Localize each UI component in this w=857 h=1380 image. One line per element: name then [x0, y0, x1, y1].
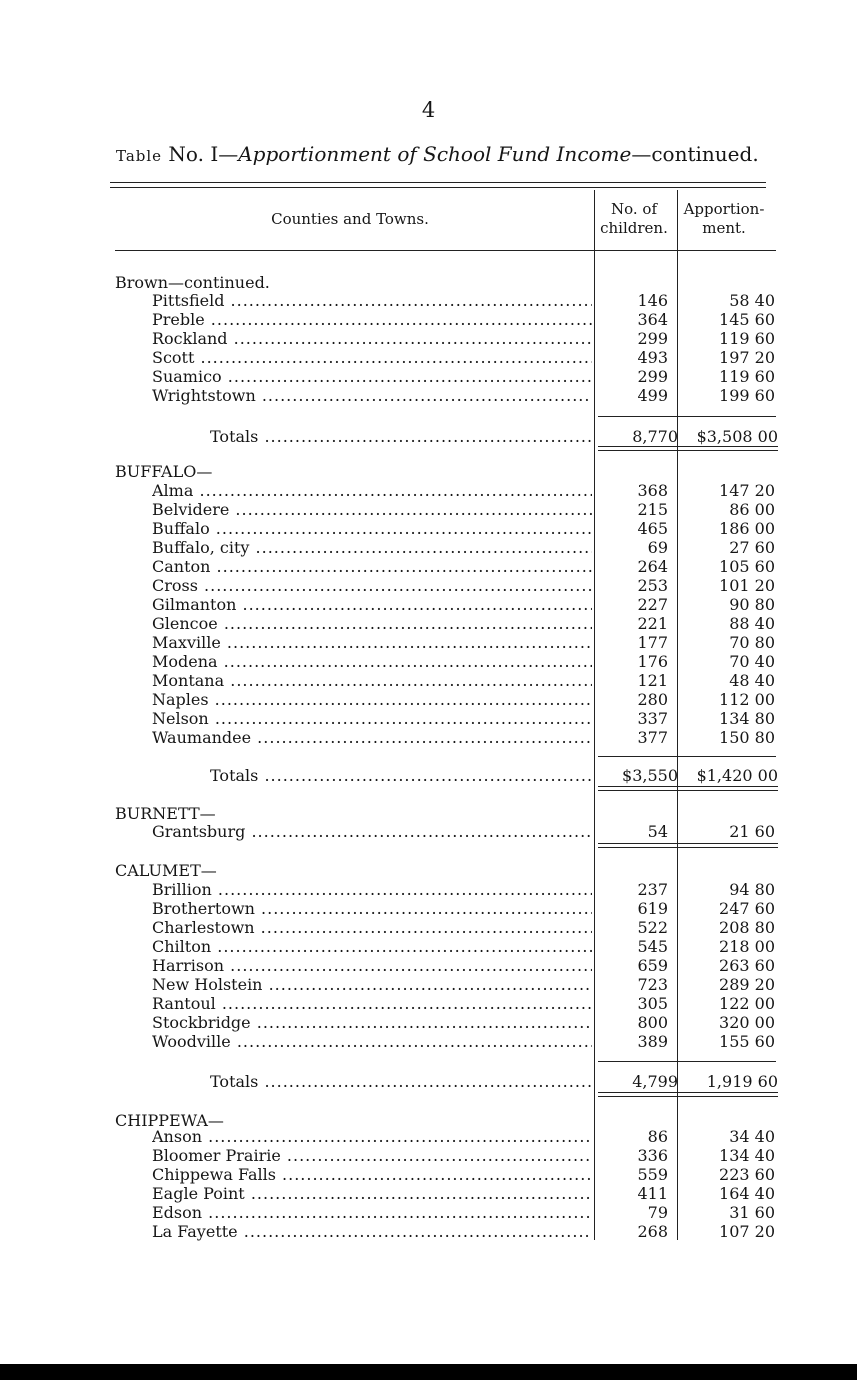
header-children-line1: No. of [610, 200, 657, 218]
subtotal-rule [598, 756, 776, 757]
rule-line [110, 187, 766, 188]
table-row [0, 1222, 857, 1241]
town-name: Alma ..... [152, 481, 592, 500]
children-count: 280 [637, 690, 668, 709]
children-count: 86 [647, 1127, 668, 1146]
table-row [0, 709, 857, 728]
county-heading: CHIPPEWA— [115, 1111, 224, 1130]
section-double-rule-top [598, 786, 778, 787]
children-count: 253 [637, 576, 668, 595]
apportionment-amount: 320 00 [719, 1013, 775, 1032]
apportionment-amount: 155 60 [719, 1032, 775, 1051]
children-count: 559 [637, 1165, 668, 1184]
header-no-of-children [594, 200, 674, 238]
rule-line [110, 182, 766, 183]
table-row [0, 1184, 857, 1203]
children-count: 377 [637, 728, 668, 747]
table-row [0, 937, 857, 956]
table-row [0, 690, 857, 709]
table-row [0, 348, 857, 367]
apportionment-amount: 27 60 [729, 538, 775, 557]
table-title-suffix: —continued. [631, 142, 759, 166]
children-count: 499 [637, 386, 668, 405]
totals-row [0, 427, 857, 446]
town-name: Brillion ..... [152, 880, 592, 899]
town-name: La Fayette ..... [152, 1222, 592, 1241]
subtotal-rule [598, 1061, 776, 1062]
totals-children: 8,770 [632, 427, 678, 446]
children-count: 121 [637, 671, 668, 690]
table-row [0, 519, 857, 538]
children-count: 619 [637, 899, 668, 918]
apportionment-amount: 119 60 [719, 329, 775, 348]
table-row [0, 652, 857, 671]
table-row [0, 1203, 857, 1222]
table-title-prefix: Table [116, 147, 163, 165]
town-name: Harrison ..... [152, 956, 592, 975]
table-row [0, 1146, 857, 1165]
subtotal-rule [598, 416, 776, 417]
children-count: 493 [637, 348, 668, 367]
children-count: 54 [647, 822, 668, 841]
apportionment-amount: 90 80 [729, 595, 775, 614]
town-name: New Holstein ..... [152, 975, 592, 994]
table-row [0, 633, 857, 652]
children-count: 237 [637, 880, 668, 899]
children-count: 79 [647, 1203, 668, 1222]
table-title-italic: Apportionment of School Fund Income [238, 142, 632, 166]
totals-row [0, 1072, 857, 1091]
totals-children: $3,550 [622, 766, 678, 785]
town-name: Buffalo, city ..... [152, 538, 592, 557]
apportionment-amount: 164 40 [719, 1184, 775, 1203]
section-double-rule-bottom [598, 450, 778, 451]
town-name: Stockbridge ..... [152, 1013, 592, 1032]
table-row [0, 1127, 857, 1146]
apportionment-amount: 223 60 [719, 1165, 775, 1184]
header-apportionment-line2: ment. [702, 219, 746, 237]
apportionment-amount: 289 20 [719, 975, 775, 994]
header-apportionment [678, 200, 770, 238]
children-count: 299 [637, 367, 668, 386]
children-count: 221 [637, 614, 668, 633]
table-row [0, 557, 857, 576]
apportionment-amount: 34 40 [729, 1127, 775, 1146]
apportionment-amount: 112 00 [719, 690, 775, 709]
town-name: Buffalo ..... [152, 519, 592, 538]
totals-apportionment: $3,508 00 [696, 427, 778, 446]
totals-label: Totals ..... [210, 1072, 592, 1091]
county-heading: BURNETT— [115, 804, 216, 823]
totals-row [0, 766, 857, 785]
town-name: Modena ..... [152, 652, 592, 671]
apportionment-amount: 197 20 [719, 348, 775, 367]
apportionment-amount: 58 40 [729, 291, 775, 310]
children-count: 389 [637, 1032, 668, 1051]
children-count: 264 [637, 557, 668, 576]
table-row [0, 481, 857, 500]
table-row [0, 975, 857, 994]
town-name: Preble ..... [152, 310, 592, 329]
apportionment-amount: 263 60 [719, 956, 775, 975]
town-name: Naples ..... [152, 690, 592, 709]
apportionment-amount: 122 00 [719, 994, 775, 1013]
town-name: Gilmanton ..... [152, 595, 592, 614]
children-count: 723 [637, 975, 668, 994]
children-count: 800 [637, 1013, 668, 1032]
children-count: 305 [637, 994, 668, 1013]
apportionment-amount: 105 60 [719, 557, 775, 576]
table-row [0, 367, 857, 386]
children-count: 336 [637, 1146, 668, 1165]
apportionment-amount: 186 00 [719, 519, 775, 538]
town-name: Woodville ..... [152, 1032, 592, 1051]
town-name: Rantoul ..... [152, 994, 592, 1013]
children-count: 368 [637, 481, 668, 500]
apportionment-amount: 94 80 [729, 880, 775, 899]
table-row [0, 538, 857, 557]
children-count: 146 [637, 291, 668, 310]
apportionment-amount: 70 80 [729, 633, 775, 652]
children-count: 176 [637, 652, 668, 671]
town-name: Chippewa Falls ..... [152, 1165, 592, 1184]
children-count: 545 [637, 937, 668, 956]
town-name: Suamico ..... [152, 367, 592, 386]
table-row [0, 728, 857, 747]
apportionment-amount: 147 20 [719, 481, 775, 500]
table-row [0, 576, 857, 595]
children-count: 465 [637, 519, 668, 538]
town-name: Rockland ..... [152, 329, 592, 348]
header-counties-and-towns: Counties and Towns. [271, 210, 429, 228]
table-row [0, 918, 857, 937]
town-name: Grantsburg ..... [152, 822, 592, 841]
table-row [0, 880, 857, 899]
scan-bottom-edge [0, 1364, 857, 1380]
apportionment-amount: 86 00 [729, 500, 775, 519]
section-double-rule-bottom [598, 847, 778, 848]
table-row [0, 386, 857, 405]
table-row [0, 956, 857, 975]
table-row [0, 1013, 857, 1032]
table-row [0, 1032, 857, 1051]
section-double-rule-top [598, 843, 778, 844]
table-row [0, 994, 857, 1013]
county-heading: CALUMET— [115, 861, 217, 880]
county-heading: Brown—continued. [115, 273, 270, 292]
totals-apportionment: 1,919 60 [706, 1072, 778, 1091]
apportionment-amount: 21 60 [729, 822, 775, 841]
town-name: Cross ..... [152, 576, 592, 595]
table-row [0, 1165, 857, 1184]
section-double-rule-bottom [598, 790, 778, 791]
table-row [0, 595, 857, 614]
county-heading: BUFFALO— [115, 462, 213, 481]
children-count: 299 [637, 329, 668, 348]
children-count: 69 [647, 538, 668, 557]
apportionment-amount: 247 60 [719, 899, 775, 918]
page-number: 4 [421, 98, 436, 122]
town-name: Glencoe ..... [152, 614, 592, 633]
apportionment-amount: 70 40 [729, 652, 775, 671]
totals-label: Totals ..... [210, 427, 592, 446]
apportionment-amount: 31 60 [729, 1203, 775, 1222]
town-name: Montana ..... [152, 671, 592, 690]
children-count: 268 [637, 1222, 668, 1241]
apportionment-amount: 107 20 [719, 1222, 775, 1241]
children-count: 659 [637, 956, 668, 975]
section-double-rule-top [598, 446, 778, 447]
apportionment-amount: 134 80 [719, 709, 775, 728]
section-double-rule-top [598, 1092, 778, 1093]
apportionment-amount: 199 60 [719, 386, 775, 405]
children-count: 177 [637, 633, 668, 652]
apportionment-amount: 145 60 [719, 310, 775, 329]
header-children-line2: children. [600, 219, 668, 237]
town-name: Nelson ..... [152, 709, 592, 728]
table-row [0, 899, 857, 918]
header-apportionment-line1: Apportion- [683, 200, 765, 218]
children-count: 215 [637, 500, 668, 519]
section-double-rule-bottom [598, 1096, 778, 1097]
apportionment-amount: 134 40 [719, 1146, 775, 1165]
table-title-number: No. I— [168, 142, 239, 166]
table-row [0, 614, 857, 633]
table-row [0, 329, 857, 348]
town-name: Waumandee ..... [152, 728, 592, 747]
apportionment-amount: 218 00 [719, 937, 775, 956]
apportionment-amount: 88 40 [729, 614, 775, 633]
town-name: Scott ..... [152, 348, 592, 367]
town-name: Belvidere ..... [152, 500, 592, 519]
totals-label: Totals ..... [210, 766, 592, 785]
totals-children: 4,799 [632, 1072, 678, 1091]
apportionment-amount: 150 80 [719, 728, 775, 747]
town-name: Canton ..... [152, 557, 592, 576]
town-name: Brothertown ..... [152, 899, 592, 918]
table-row [0, 500, 857, 519]
apportionment-amount: 48 40 [729, 671, 775, 690]
town-name: Edson ..... [152, 1203, 592, 1222]
town-name: Maxville ..... [152, 633, 592, 652]
apportionment-amount: 208 80 [719, 918, 775, 937]
town-name: Pittsfield ..... [152, 291, 592, 310]
town-name: Wrightstown ..... [152, 386, 592, 405]
town-name: Eagle Point ..... [152, 1184, 592, 1203]
apportionment-amount: 101 20 [719, 576, 775, 595]
town-name: Anson ..... [152, 1127, 592, 1146]
table-row [0, 291, 857, 310]
table-row [0, 310, 857, 329]
town-name: Charlestown ..... [152, 918, 592, 937]
apportionment-amount: 119 60 [719, 367, 775, 386]
children-count: 411 [637, 1184, 668, 1203]
table-row [0, 671, 857, 690]
table-row [0, 822, 857, 841]
town-name: Chilton ..... [152, 937, 592, 956]
children-count: 522 [637, 918, 668, 937]
children-count: 227 [637, 595, 668, 614]
children-count: 364 [637, 310, 668, 329]
totals-apportionment: $1,420 00 [696, 766, 778, 785]
table-title [116, 142, 759, 166]
children-count: 337 [637, 709, 668, 728]
town-name: Bloomer Prairie ..... [152, 1146, 592, 1165]
